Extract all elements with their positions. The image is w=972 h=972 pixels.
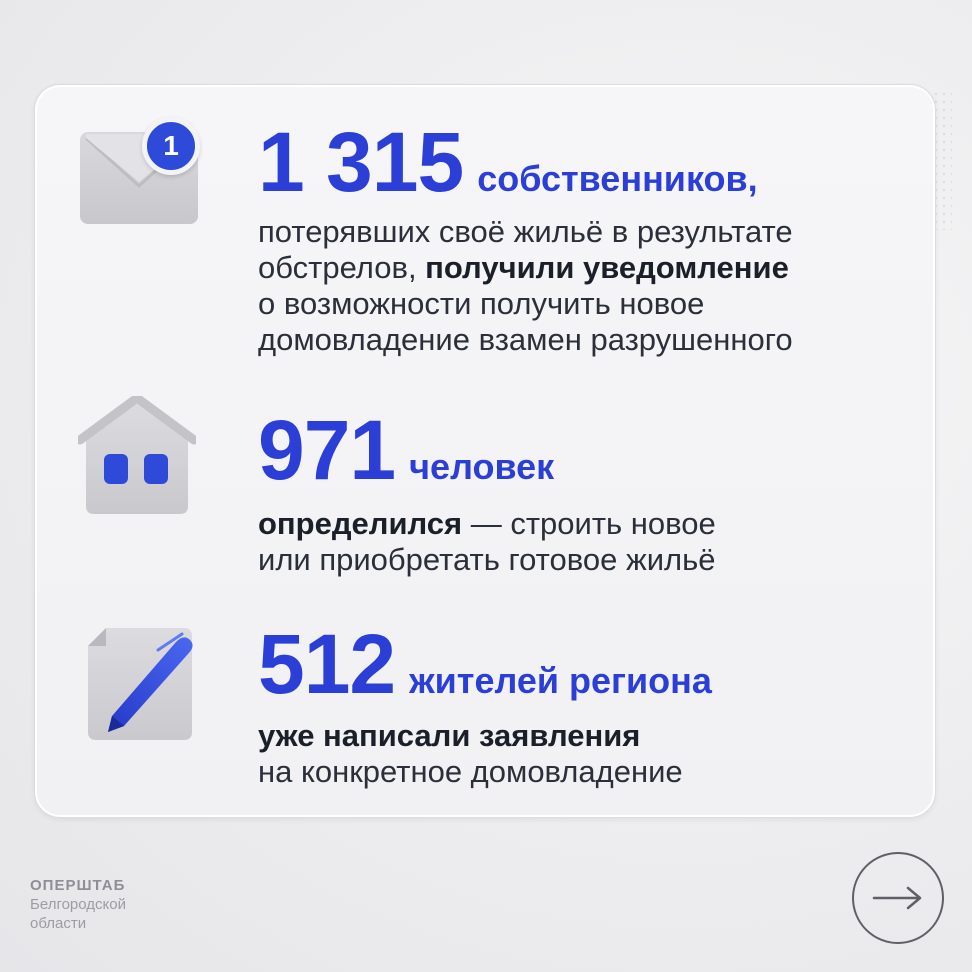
desc-line — [258, 754, 712, 790]
brand-name: ОПЕРШТАБ — [30, 877, 126, 894]
region-line: Белгородской — [30, 896, 126, 913]
desc-line — [258, 322, 793, 358]
footer-logo — [30, 876, 126, 933]
desc-line — [258, 506, 716, 542]
stat-number: 1 315 — [258, 115, 464, 209]
stat-description — [258, 718, 712, 790]
badge-count: 1 — [163, 130, 179, 161]
desc-text: о возможности получить новое — [258, 286, 705, 321]
house-icon — [78, 396, 196, 516]
stat-headline — [258, 115, 793, 209]
document-pen-icon — [84, 624, 196, 742]
stat-unit: человек — [409, 446, 555, 487]
desc-bold: получили уведомление — [425, 250, 789, 285]
desc-line — [258, 214, 793, 250]
stat-description — [258, 506, 716, 578]
notification-badge — [142, 117, 200, 175]
stat-people — [258, 403, 716, 578]
desc-line — [258, 718, 712, 754]
stat-headline — [258, 617, 712, 711]
stat-owners — [258, 115, 793, 358]
desc-text: домовладение взамен разрушенного — [258, 322, 793, 357]
desc-line — [258, 286, 793, 322]
desc-line — [258, 542, 716, 578]
desc-text: или приобретать готовое жильё — [258, 542, 716, 577]
desc-bold: определился — [258, 506, 463, 541]
desc-text: — строить новое — [462, 506, 716, 541]
stat-unit: жителей региона — [409, 660, 712, 701]
next-button[interactable] — [852, 852, 944, 944]
desc-text: на конкретное домовладение — [258, 754, 683, 789]
region-line: области — [30, 915, 87, 932]
desc-text: потерявших своё жильё в результате — [258, 214, 793, 249]
stat-number: 971 — [258, 403, 396, 497]
desc-bold: уже написали заявления — [258, 718, 641, 753]
desc-line — [258, 250, 793, 286]
window-left — [104, 454, 128, 484]
stat-description — [258, 214, 793, 358]
stat-unit: собственников, — [477, 158, 758, 199]
stat-residents — [258, 617, 712, 790]
stat-number: 512 — [258, 617, 396, 711]
window-right — [144, 454, 168, 484]
desc-text: обстрелов, — [258, 250, 426, 285]
arrow-right-icon — [872, 886, 924, 910]
stat-headline — [258, 403, 716, 497]
